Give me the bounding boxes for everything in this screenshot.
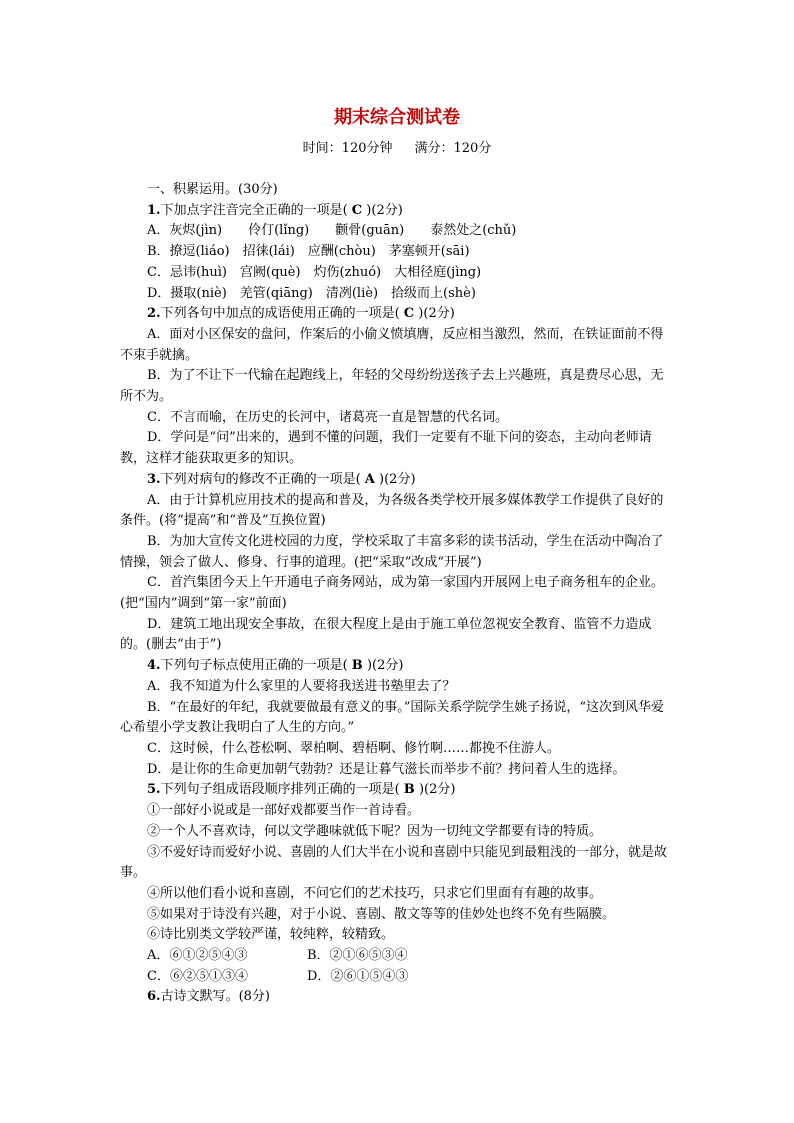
question-4-stem: 4.下列句子标点使用正确的一项是( B )(2分) bbox=[147, 658, 404, 674]
question-number: 4. bbox=[147, 658, 161, 674]
question-5-stem: 5.下列句子组成语段顺序排列正确的一项是( B )(2分) bbox=[147, 782, 456, 798]
sentence-3: ③不爱好诗而爱好小说、喜剧的人们大半在小说和喜剧中只能见到最粗浅的一部分，就是故事。 bbox=[120, 844, 668, 881]
option-a: A．⑥①②⑤④③ bbox=[147, 948, 248, 964]
total-score: 满分：120分 bbox=[414, 141, 492, 156]
option-b: B．“在最好的年纪，我就要做最有意义的事。”国际关系学院学生姚子扬说，“这次到风华爱心希望小学支教让我明白了人生的方向。” bbox=[120, 699, 664, 736]
option-a: A．灰烬(jìn) 伶仃(lǐng) 颧骨(guān) 泰然处之(chǔ) bbox=[147, 223, 517, 239]
exam-content bbox=[120, 180, 676, 1008]
time-limit: 时间：120分钟 bbox=[302, 141, 393, 156]
option-d: D．建筑工地出现安全事故，在很大程度上是由于施工单位忽视安全教育、监管不力造成的。(删去“由于”) bbox=[120, 616, 652, 653]
question-3-stem: 3.下列对病句的修改不正确的一项是( A )(2分) bbox=[147, 471, 416, 487]
option-d: D．②⑥①⑤④③ bbox=[307, 968, 409, 984]
sentence-2: ②一个人不喜欢诗，何以文学趣味就低下呢？因为一切纯文学都要有诗的特质。 bbox=[147, 823, 603, 839]
option-c: C．⑥②⑤①③④ bbox=[147, 968, 248, 984]
option-d: D．摄取(niè) 羌管(qiāng) 清冽(liè) 拾级而上(shè) bbox=[147, 285, 476, 301]
question-number: 3. bbox=[147, 471, 161, 487]
exam-meta bbox=[0, 138, 794, 160]
option-c: C．这时候，什么苍松啊、翠柏啊、碧梧啊、修竹啊……都挽不住游人。 bbox=[147, 740, 560, 756]
option-b: B．为了不让下一代输在起跑线上，年轻的父母纷纷送孩子去上兴趣班，真是费尽心思，无所不为。 bbox=[120, 368, 664, 405]
answer-letter: C bbox=[403, 306, 415, 322]
option-c: C．不言而喻，在历史的长河中，诸葛亮一直是智慧的代名词。 bbox=[147, 409, 508, 425]
option-d: D．是让你的生命更加朝气勃勃？还是让暮气滋长而举步不前？拷问着人生的选择。 bbox=[147, 761, 626, 777]
question-number: 5. bbox=[147, 782, 161, 798]
question-number: 6. bbox=[147, 989, 161, 1005]
answer-letter: A bbox=[364, 471, 375, 487]
answer-letter: B bbox=[403, 782, 415, 798]
option-a: A．由于计算机应用技术的提高和普及，为各级各类学校开展多媒体教学工作提供了良好的条件。(将“提高”和“普及”互换位置) bbox=[120, 492, 664, 529]
sentence-6: ⑥诗比别类文学较严谨，较纯粹，较精致。 bbox=[147, 927, 395, 943]
question-6-stem: 6.古诗文默写。(8分) bbox=[147, 989, 270, 1005]
sentence-1: ①一部好小说或是一部好戏都要当作一首诗看。 bbox=[147, 803, 421, 819]
option-a: A．面对小区保安的盘问，作案后的小偷义愤填膺，反应相当激烈，然而，在铁证面前不得不束手就擒。 bbox=[120, 326, 664, 363]
option-d: D．学问是“问”出来的，遇到不懂的问题，我们一定要有不耻下问的姿态，主动向老师请教，这样才能获取更多的知识。 bbox=[120, 430, 652, 467]
question-2-stem: 2.下列各句中加点的成语使用正确的一项是( C )(2分) bbox=[147, 306, 455, 322]
option-b: B．撩逗(liáo) 招徕(lái) 应酬(chòu) 茅塞顿开(sāi) bbox=[147, 244, 470, 260]
option-a: A．我不知道为什么家里的人要将我送进书塾里去了？ bbox=[147, 678, 456, 694]
option-c: C．首汽集团今天上午开通电子商务网站，成为第一家国内开展网上电子商务租车的企业。(把“国内”调到“第一家”前面) bbox=[120, 575, 664, 612]
sentence-5: ⑤如果对于诗没有兴趣，对于小说、喜剧、散文等等的佳妙处也终不免有些隔膜。 bbox=[147, 906, 616, 922]
answer-letter: B bbox=[351, 658, 363, 674]
question-1-stem: 1.下加点字注音完全正确的一项是( C )(2分) bbox=[147, 202, 403, 218]
question-number: 1. bbox=[147, 202, 161, 218]
option-b: B．为加大宣传文化进校园的力度，学校采取了丰富多彩的读书活动，学生在活动中陶冶了情操，领会了做人、修身、行事的道理。(把“采取”改成“开展”) bbox=[120, 533, 664, 570]
question-number: 2. bbox=[147, 306, 161, 322]
sentence-4: ④所以他们看小说和喜剧，不问它们的艺术技巧，只求它们里面有有趣的故事。 bbox=[147, 885, 603, 901]
option-c: C．忌讳(huì) 宫阙(què) 灼伤(zhuó) 大相径庭(jìng) bbox=[147, 264, 482, 280]
section-heading: 一、积累运用。(30分) bbox=[147, 182, 278, 197]
page-title: 期末综合测试卷 bbox=[334, 107, 460, 128]
options-row-2 bbox=[120, 967, 676, 988]
option-b: B．②①⑥⑤③④ bbox=[307, 948, 408, 964]
answer-letter: C bbox=[351, 202, 363, 218]
options-row-1 bbox=[120, 946, 676, 967]
